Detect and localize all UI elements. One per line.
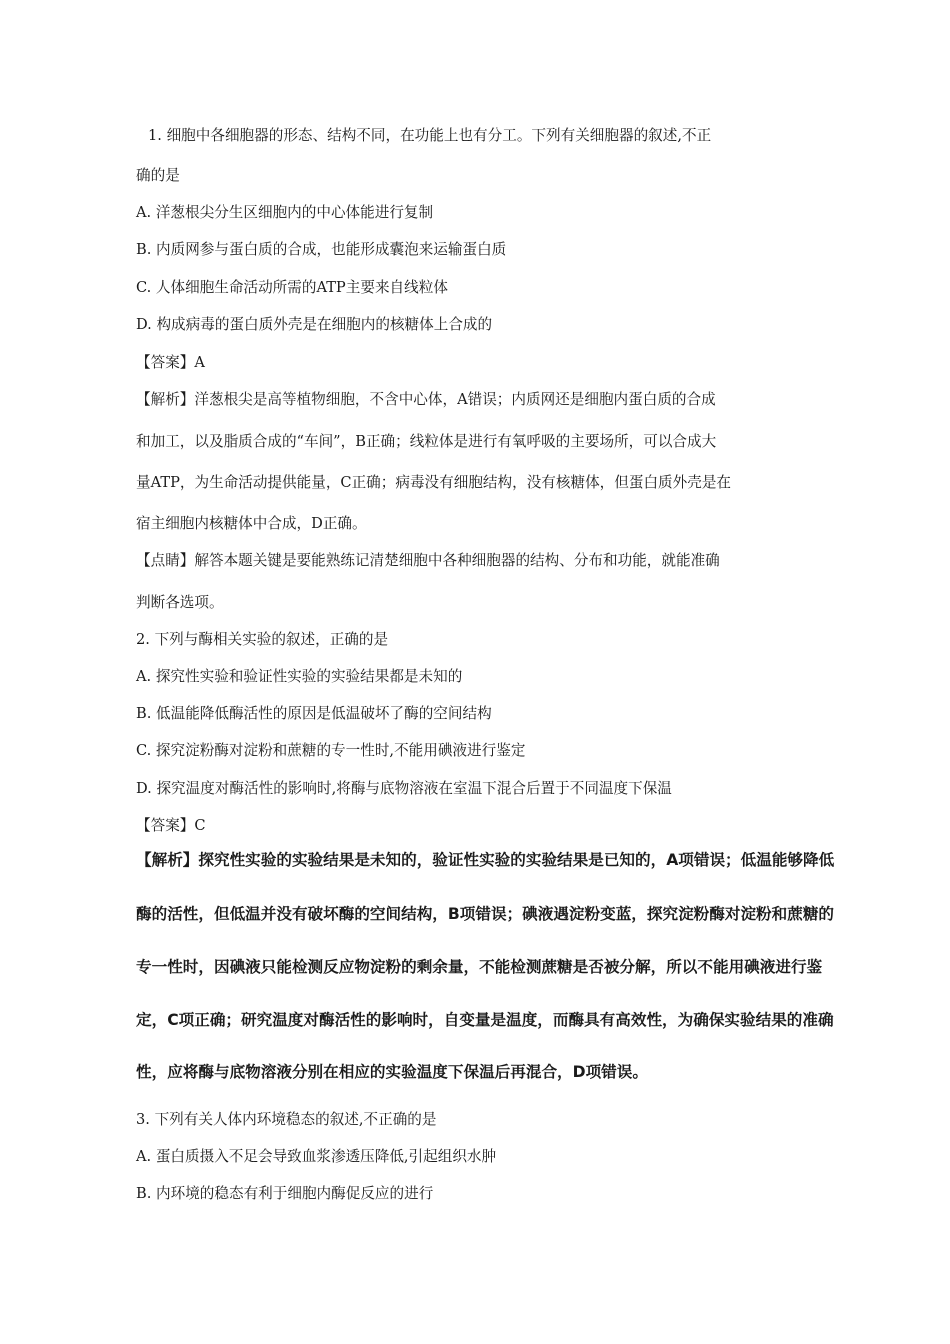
q2-option-c: C. 探究淀粉酶对淀粉和蔗糖的专一性时,不能用碘液进行鉴定 <box>136 742 526 759</box>
q2-stem: 2. 下列与酶相关实验的叙述，正确的是 <box>136 631 389 648</box>
q1-stem-line2: 确的是 <box>136 167 180 184</box>
q2-analysis-line2: 酶的活性，但低温并没有破坏酶的空间结构，B项错误；碘液遇淀粉变蓝，探究淀粉酶对淀粉和蔗糖的 <box>136 905 835 923</box>
q3-option-b: B. 内环境的稳态有利于细胞内酶促反应的进行 <box>136 1185 434 1202</box>
q1-option-d: D. 构成病毒的蛋白质外壳是在细胞内的核糖体上合成的 <box>136 316 493 333</box>
q1-analysis-line3: 量ATP，为生命活动提供能量，C正确；病毒没有细胞结构，没有核糖体，但蛋白质外壳是在 <box>136 474 732 491</box>
q2-option-a: A. 探究性实验和验证性实验的实验结果都是未知的 <box>136 668 463 685</box>
q1-comment-line2: 判断各选项。 <box>136 594 224 611</box>
q1-option-b: B. 内质网参与蛋白质的合成，也能形成囊泡来运输蛋白质 <box>136 241 507 258</box>
q3-stem: 3. 下列有关人体内环境稳态的叙述,不正确的是 <box>136 1111 437 1128</box>
q3-option-a: A. 蛋白质摄入不足会导致血浆渗透压降低,引起组织水肿 <box>136 1148 497 1165</box>
q1-analysis-line4: 宿主细胞内核糖体中合成，D正确。 <box>136 515 367 532</box>
q2-analysis-line3: 专一性时，因碘液只能检测反应物淀粉的剩余量，不能检测蔗糖是否被分解，所以不能用碘液进行鉴 <box>136 958 823 976</box>
q2-analysis-line4: 定，C项正确；研究温度对酶活性的影响时，自变量是温度，而酶具有高效性，为确保实验结果的准确 <box>136 1011 834 1029</box>
q1-comment-line1: 【点睛】解答本题关键是要能熟练记清楚细胞中各种细胞器的结构、分布和功能，就能准确 <box>136 552 720 569</box>
q2-analysis-line5: 性，应将酶与底物溶液分别在相应的实验温度下保温后再混合，D项错误。 <box>136 1063 648 1081</box>
q2-option-b: B. 低温能降低酶活性的原因是低温破坏了酶的空间结构 <box>136 705 492 722</box>
q2-answer: 【答案】C <box>136 817 206 834</box>
q1-option-a: A. 洋葱根尖分生区细胞内的中心体能进行复制 <box>136 204 434 221</box>
q1-analysis-line2: 和加工，以及脂质合成的“车间”，B正确；线粒体是进行有氧呼吸的主要场所，可以合成大 <box>136 433 717 450</box>
q1-answer: 【答案】A <box>136 354 205 371</box>
q2-analysis-line1: 【解析】探究性实验的实验结果是未知的，验证性实验的实验结果是已知的，A项错误；低温能够降低 <box>136 851 835 869</box>
q1-analysis-line1: 【解析】洋葱根尖是高等植物细胞，不含中心体，A错误；内质网还是细胞内蛋白质的合成 <box>136 391 716 408</box>
q2-option-d: D. 探究温度对酶活性的影响时,将酶与底物溶液在室温下混合后置于不同温度下保温 <box>136 780 672 797</box>
q1-option-c: C. 人体细胞生命活动所需的ATP主要来自线粒体 <box>136 279 448 296</box>
q1-stem-line1: 1. 细胞中各细胞器的形态、结构不同，在功能上也有分工。下列有关细胞器的叙述,不正 <box>148 127 712 144</box>
